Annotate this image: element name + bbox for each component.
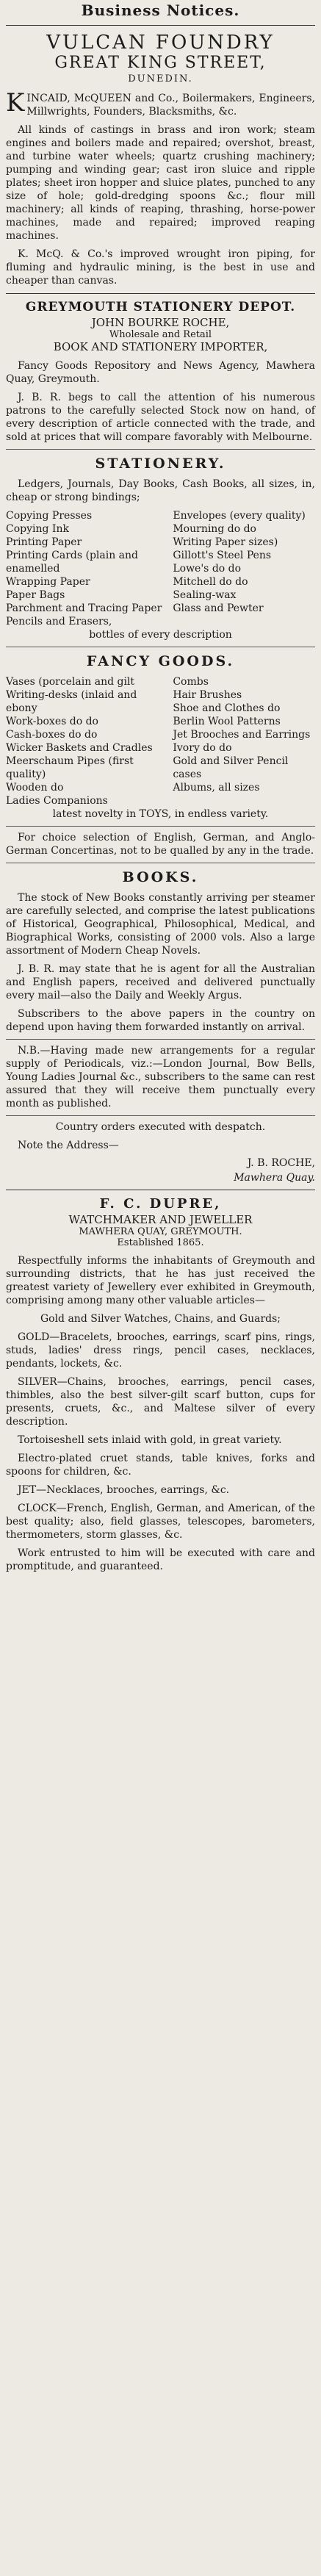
dupre-p1: Respectfully informs the inhabitants of Greymouth and surrounding districts, that he has just received the greatest variety of Jewellery ever exhibited in Greymouth, comprising among many other valuable articles—	[6, 1255, 315, 1306]
divider	[6, 25, 315, 26]
stationery-p1: Fancy Goods Repository and News Agency, Mawhera Quay, Greymouth.	[6, 360, 315, 385]
dupre-trade: WATCHMAKER AND JEWELLER	[68, 1213, 253, 1226]
stationery-tail: bottles of every description	[89, 629, 232, 641]
divider	[6, 293, 315, 294]
dupre-p4: SILVER—Chains, brooches, earrings, pencil cases, thimbles, also the best silver-gilt scarf button, cups for presents, cruets, &c., and Maltese silver of every description.	[6, 1376, 315, 1428]
vulcan-p2: All kinds of castings in brass and iron work; steam engines and boilers made and repaired; overshot, breast, and turbine water wheels; quartz crushing machinery; pumping and winding gear; cast iron sluice and ripple plates; sheet iron hopper and sluice plates, punched to any size of hole; gold-dredging spoons &c.; flour mill machinery; all kinds of reaping, thrashing, horse-power machines, made and repaired; improved reaping machines.	[6, 124, 315, 242]
fancy-tail: latest novelty in TOYS, in endless variety.	[52, 808, 269, 820]
dupre-p6: Electro-plated cruet stands, table knives, forks and spoons for children, &c.	[6, 1453, 315, 1478]
vulcan-p1: KINCAID, McQUEEN and Co., Boilermakers, Engineers, Millwrights, Founders, Blacksmiths, &c.	[6, 88, 315, 118]
divider	[6, 449, 315, 450]
stationery-right: Envelopes (every quality) Mourning do do Writing Paper sizes) Gillott's Steel Pens Lowe's do do Mitchell do do Sealing-wax Glass and Pewter	[173, 510, 306, 614]
newspaper-page	[0, 1, 321, 2576]
stationery-left: Copying Presses Copying Ink Printing Paper Printing Cards (plain and enamelled Wrapping Paper Paper Bags Parchment and Tracing Paper Pencils and Erasers,	[6, 510, 162, 627]
nb-p: N.B.—Having made new arrangements for a regular supply of Periodicals, viz.:—London Journal, Bow Bells, Young Ladies Journal &c., subscribers to the same can rest assured that they will receive them punctually every month as published.	[6, 1045, 315, 1109]
divider	[6, 826, 315, 827]
stationery-line: BOOK AND STATIONERY IMPORTER,	[53, 340, 268, 353]
dupre-ad	[6, 1196, 315, 1573]
stationery-columns	[6, 509, 315, 628]
note-address: Note the Address—	[18, 1140, 119, 1151]
stationery-intro: Ledgers, Journals, Day Books, Cash Books, all sizes, in, cheap or strong bindings;	[6, 478, 315, 503]
address: Mawhera Quay.	[234, 1172, 315, 1184]
dupre-address: MAWHERA QUAY, GREYMOUTH.	[79, 1226, 242, 1237]
fancy-columns	[6, 675, 315, 807]
stationery-title: GREYMOUTH STATIONERY DEPOT.	[25, 300, 296, 314]
dupre-p7: JET—Necklaces, brooches, earrings, &c.	[18, 1484, 230, 1496]
divider	[6, 1115, 315, 1116]
vulcan-town: DUNEDIN.	[128, 73, 193, 84]
dupre-p3: GOLD—Bracelets, brooches, earrings, scarf pins, rings, studs, ladies' dress rings, pencil cases, necklaces, pendants, lockets, &c.	[6, 1331, 315, 1370]
dupre-p9: Work entrusted to him will be executed with care and promptitude, and guaranteed.	[6, 1547, 315, 1572]
country-orders: Country orders executed with despatch.	[55, 1121, 266, 1133]
books-p: The stock of New Books constantly arriving per steamer are carefully selected, and comprise the latest publications of Historical, Geographical, Philosophical, Medical, and Biographical Works, consisting of 2000 vols. Also a large assortment of Modern Cheap Novels.	[6, 892, 315, 957]
page-title: Business Notices.	[81, 1, 240, 19]
stationery-trade: Wholesale and Retail	[109, 329, 212, 340]
stationery-p2: J. B. R. begs to call the attention of his numerous patrons to the carefully selected Stock now on hand, of every description of article connected with the trade, and sold at prices that will compare favorably with Melbourne.	[6, 392, 315, 443]
fancy-right: Combs Hair Brushes Shoe and Clothes do Berlin Wool Patterns Jet Brooches and Earrings Ivory do do Gold and Silver Pencil cases Albums, all sizes	[173, 676, 311, 794]
stationery-ad	[6, 300, 315, 1184]
dupre-est: Established 1865.	[117, 1237, 204, 1248]
subscribers-p: Subscribers to the above papers in the country on depend upon having them forwarded instantly on arrival.	[6, 1008, 315, 1033]
agent-p: J. B. R. may state that he is agent for all the Australian and English papers, received and delivered punctually every mail—also the Daily and Weekly Argus.	[6, 963, 315, 1001]
vulcan-title: VULCAN FOUNDRY	[46, 32, 275, 54]
dupre-p8: CLOCK—French, English, German, and American, of the best quality; also, field glasses, telescopes, barometers, thermometers, storm glasses, &c.	[6, 1503, 315, 1541]
vulcan-ad	[6, 32, 315, 287]
fancy-left: Vases (porcelain and gilt Writing-desks (inlaid and ebony Work-boxes do do Cash-boxes do do Wicker Baskets and Cradles Meerschaum Pipes (first quality) Wooden do Ladies Companions	[6, 676, 153, 807]
vulcan-street: GREAT KING STREET,	[54, 54, 267, 72]
signature: J. B. ROCHE,	[247, 1157, 315, 1169]
stationery-owner: JOHN BOURKE ROCHE,	[91, 316, 230, 329]
concertinas: For choice selection of English, German, and Anglo-German Concertinas, not to be qualled by any in the trade.	[6, 832, 315, 857]
fancy-section: FANCY GOODS.	[86, 653, 235, 669]
dupre-p5: Tortoiseshell sets inlaid with gold, in great variety.	[18, 1434, 282, 1446]
vulcan-p3: K. McQ. & Co.'s improved wrought iron piping, for fluming and hydraulic mining, is the best in use and cheaper than canvas.	[6, 248, 315, 287]
dupre-name: F. C. DUPRE,	[99, 1196, 222, 1212]
dupre-p2: Gold and Silver Watches, Chains, and Guards;	[40, 1313, 281, 1325]
stationery-section: STATIONERY.	[95, 456, 226, 472]
divider	[6, 1039, 315, 1040]
books-section: BOOKS.	[122, 869, 199, 885]
